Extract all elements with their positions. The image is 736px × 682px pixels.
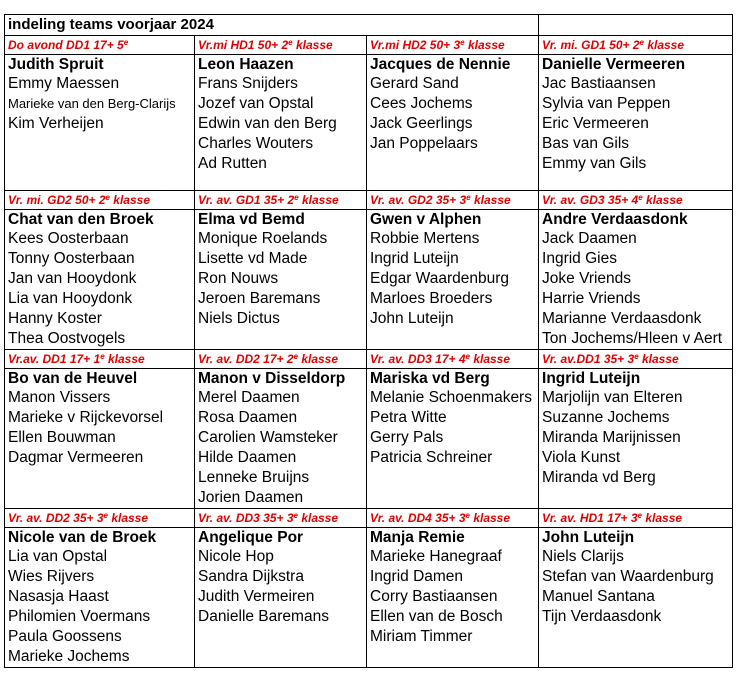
team-member: Nicole Hop	[198, 548, 274, 565]
team-member: Manon Vissers	[8, 389, 111, 406]
team-cell	[367, 369, 539, 509]
team-captain: Chat van den Broek	[8, 211, 154, 228]
category-label: Vr. av.DD1 35+ 3	[542, 352, 635, 366]
team-schedule-body	[5, 15, 733, 668]
team-member: Miranda Marijnissen	[542, 429, 681, 446]
team-member: John Luteijn	[370, 310, 454, 327]
team-member: Gerard Sand	[370, 75, 459, 92]
team-captain: John Luteijn	[542, 529, 635, 546]
team-row	[5, 210, 733, 350]
team-cell	[367, 55, 539, 191]
team-member: Bas van Gils	[542, 135, 630, 152]
category-suffix: klasse	[470, 193, 511, 207]
category-ordinal: e	[639, 38, 644, 47]
category-label: Vr. mi. GD1 50+ 2	[542, 38, 640, 52]
team-member: Joke Vriends	[542, 270, 632, 287]
category-label: Vr. av. HD1 17+ 3	[542, 511, 638, 525]
team-member: Ad Rutten	[198, 155, 267, 172]
team-cell	[539, 528, 733, 668]
team-category	[195, 509, 367, 528]
team-member: Wies Rijvers	[8, 568, 95, 585]
team-member: Monique Roelands	[198, 230, 328, 247]
team-cell	[5, 55, 195, 191]
category-ordinal: e	[103, 511, 108, 520]
category-suffix: klasse	[469, 511, 511, 525]
team-member: Carolien Wamsteker	[198, 429, 338, 446]
team-cell	[195, 210, 367, 350]
team-member: Cees Jochems	[370, 95, 473, 112]
category-label: Vr. av. GD2 35+ 3	[370, 193, 467, 207]
team-category	[539, 509, 733, 528]
team-member: Eric Vermeeren	[542, 115, 649, 132]
team-member: Marloes Broeders	[370, 290, 493, 307]
team-row	[5, 55, 733, 191]
category-label: Vr.av. DD1 17+ 1	[8, 352, 101, 366]
team-member: Lia van Opstal	[8, 548, 108, 565]
team-cell	[195, 55, 367, 191]
team-member: Jac Bastiaansen	[542, 75, 656, 92]
category-suffix: klasse	[109, 193, 151, 207]
category-suffix: klasse	[643, 38, 685, 52]
team-member: Jozef van Opstal	[198, 95, 314, 112]
category-label: Vr.mi HD2 50+ 3	[370, 38, 461, 52]
team-member: Rosa Daamen	[198, 409, 298, 426]
category-label: Vr.mi HD1 50+ 2	[198, 38, 289, 52]
category-suffix: klasse	[298, 193, 339, 207]
team-member: Emmy van Gils	[542, 155, 647, 172]
team-member: Hanny Koster	[8, 310, 102, 327]
team-member: Frans Snijders	[198, 75, 298, 92]
title-row	[5, 15, 733, 36]
team-cell	[195, 369, 367, 509]
team-category	[367, 36, 539, 55]
team-member: Jack Geerlings	[370, 115, 473, 132]
team-member: Marieke v Rijckevorsel	[8, 409, 164, 426]
team-member: Lia van Hooydonk	[8, 290, 133, 307]
team-category	[539, 36, 733, 55]
category-suffix: klasse	[642, 511, 683, 525]
category-suffix: klasse	[292, 38, 333, 52]
team-captain: Judith Spruit	[8, 56, 104, 73]
team-member: Harrie Vriends	[542, 290, 641, 307]
team-member: Judith Vermeiren	[198, 588, 315, 605]
team-member: Jan van Hooydonk	[8, 270, 137, 287]
team-member: Ingrid Luteijn	[370, 250, 459, 267]
category-label: Vr. av. DD3 35+ 3	[198, 511, 294, 525]
category-suffix: klasse	[642, 193, 683, 207]
team-member: Tijn Verdaasdonk	[542, 608, 662, 625]
team-member: Gerry Pals	[370, 429, 444, 446]
category-label: Vr. av. DD2 17+ 2	[198, 352, 294, 366]
category-label: Vr. av. DD3 17+ 4	[370, 352, 466, 366]
team-member: Emmy Maessen	[8, 75, 120, 92]
team-cell	[539, 210, 733, 350]
team-schedule-table	[4, 14, 733, 668]
category-label: Vr. av. GD1 35+ 2	[198, 193, 295, 207]
team-member: Ingrid Gies	[542, 250, 617, 267]
team-member: Manuel Santana	[542, 588, 655, 605]
team-member: Danielle Baremans	[198, 608, 329, 625]
team-captain: Manja Remie	[370, 529, 465, 546]
category-ordinal: e	[293, 352, 298, 361]
team-member: Merel Daamen	[198, 389, 300, 406]
team-member: Marianne Verdaasdonk	[542, 310, 702, 327]
team-member: Patricia Schreiner	[370, 449, 493, 466]
team-cell	[5, 369, 195, 509]
empty-title-cell	[539, 15, 733, 36]
team-category	[367, 509, 539, 528]
team-member: Lisette vd Made	[198, 250, 308, 267]
team-category	[539, 350, 733, 369]
category-ordinal: e	[288, 38, 293, 47]
category-label: Vr. av. DD4 35+ 3	[370, 511, 466, 525]
team-member: Jack Daamen	[542, 230, 637, 247]
category-label: Do avond DD1 17+ 5	[8, 38, 124, 52]
team-member: Petra Witte	[370, 409, 447, 426]
team-member: Nasasja Haast	[8, 588, 109, 605]
team-captain: Danielle Vermeeren	[542, 56, 686, 73]
team-captain: Angelique Por	[198, 529, 304, 546]
category-row	[5, 350, 733, 369]
category-ordinal: e	[294, 193, 299, 202]
team-member: Kim Verheijen	[8, 115, 104, 132]
sheet-title: indeling teams voorjaar 2024	[5, 15, 539, 36]
team-member: Viola Kunst	[542, 449, 621, 466]
team-member: Sylvia van Peppen	[542, 95, 671, 112]
team-row	[5, 369, 733, 509]
category-ordinal: e	[465, 511, 470, 520]
team-member: Miriam Timmer	[370, 628, 473, 645]
team-category	[367, 350, 539, 369]
team-captain: Ingrid Luteijn	[542, 370, 641, 387]
team-member: Ellen Bouwman	[8, 429, 116, 446]
category-ordinal: e	[637, 511, 642, 520]
team-member: Jorien Daamen	[198, 489, 304, 506]
team-cell	[5, 528, 195, 668]
team-captain: Bo van de Heuvel	[8, 370, 138, 387]
team-cell	[367, 210, 539, 350]
team-member: Paula Goossens	[8, 628, 122, 645]
category-row	[5, 509, 733, 528]
category-suffix: klasse	[469, 352, 511, 366]
category-ordinal: e	[466, 193, 471, 202]
category-ordinal: e	[105, 193, 110, 202]
team-member: Edgar Waardenburg	[370, 270, 510, 287]
team-member: Hilde Daamen	[198, 449, 297, 466]
team-member: Marieke van den Berg-Clarijs	[8, 96, 176, 111]
team-cell	[539, 55, 733, 191]
category-suffix: klasse	[107, 511, 149, 525]
team-member: Niels Dictus	[198, 310, 280, 327]
category-ordinal: e	[634, 352, 639, 361]
team-member: Thea Oostvogels	[8, 330, 126, 347]
category-ordinal: e	[293, 511, 298, 520]
category-ordinal: e	[638, 193, 643, 202]
team-member: Marjolijn van Elteren	[542, 389, 683, 406]
team-captain: Mariska vd Berg	[370, 370, 490, 387]
category-ordinal: e	[460, 38, 465, 47]
team-member: Ron Nouws	[198, 270, 279, 287]
category-ordinal: e	[100, 352, 105, 361]
category-suffix: klasse	[638, 352, 679, 366]
team-member: Jeroen Baremans	[198, 290, 321, 307]
team-category	[367, 191, 539, 210]
team-captain: Leon Haazen	[198, 56, 294, 73]
team-category	[5, 191, 195, 210]
team-captain: Elma vd Bemd	[198, 211, 305, 228]
category-ordinal: e	[123, 38, 129, 47]
team-category	[5, 36, 195, 55]
team-captain: Jacques de Nennie	[370, 56, 511, 73]
category-row	[5, 36, 733, 55]
team-member: Tonny Oosterbaan	[8, 250, 135, 267]
team-category	[5, 350, 195, 369]
team-member: Marieke Hanegraaf	[370, 548, 502, 565]
team-member: Ellen van de Bosch	[370, 608, 503, 625]
category-row	[5, 191, 733, 210]
category-label: Vr. mi. GD2 50+ 2	[8, 193, 106, 207]
team-member: Stefan van Waardenburg	[542, 568, 714, 585]
category-suffix: klasse	[104, 352, 145, 366]
team-category	[195, 36, 367, 55]
team-cell	[367, 528, 539, 668]
team-cell	[195, 528, 367, 668]
team-captain: Gwen v Alphen	[370, 211, 482, 228]
team-category	[5, 509, 195, 528]
team-member: Charles Wouters	[198, 135, 314, 152]
team-member: Jan Poppelaars	[370, 135, 478, 152]
team-category	[539, 191, 733, 210]
team-member: Lenneke Bruijns	[198, 469, 310, 486]
team-member: Ingrid Damen	[370, 568, 464, 585]
category-suffix: klasse	[297, 352, 339, 366]
category-ordinal: e	[465, 352, 470, 361]
team-member: Melanie Schoenmakers	[370, 389, 532, 406]
team-category	[195, 191, 367, 210]
team-member: Dagmar Vermeeren	[8, 449, 144, 466]
team-member: Sandra Dijkstra	[198, 568, 304, 585]
category-suffix: klasse	[297, 511, 339, 525]
team-member: Suzanne Jochems	[542, 409, 670, 426]
team-category	[195, 350, 367, 369]
team-cell	[539, 369, 733, 509]
team-captain: Nicole van de Broek	[8, 529, 157, 546]
category-label: Vr. av. GD3 35+ 4	[542, 193, 639, 207]
team-member: Kees Oosterbaan	[8, 230, 129, 247]
team-member: Marieke Jochems	[8, 648, 130, 665]
team-member: Philomien Voermans	[8, 608, 151, 625]
team-member: Edwin van den Berg	[198, 115, 337, 132]
team-member: Robbie Mertens	[370, 230, 480, 247]
team-member: Ton Jochems/Hleen v Aert	[542, 330, 723, 347]
team-captain: Andre Verdaasdonk	[542, 211, 688, 228]
team-cell	[5, 210, 195, 350]
team-captain: Manon v Disseldorp	[198, 370, 346, 387]
team-member: Miranda vd Berg	[542, 469, 656, 486]
team-row	[5, 528, 733, 668]
category-label: Vr. av. DD2 35+ 3	[8, 511, 104, 525]
team-member: Niels Clarijs	[542, 548, 624, 565]
team-member: Corry Bastiaansen	[370, 588, 498, 605]
category-suffix: klasse	[464, 38, 505, 52]
